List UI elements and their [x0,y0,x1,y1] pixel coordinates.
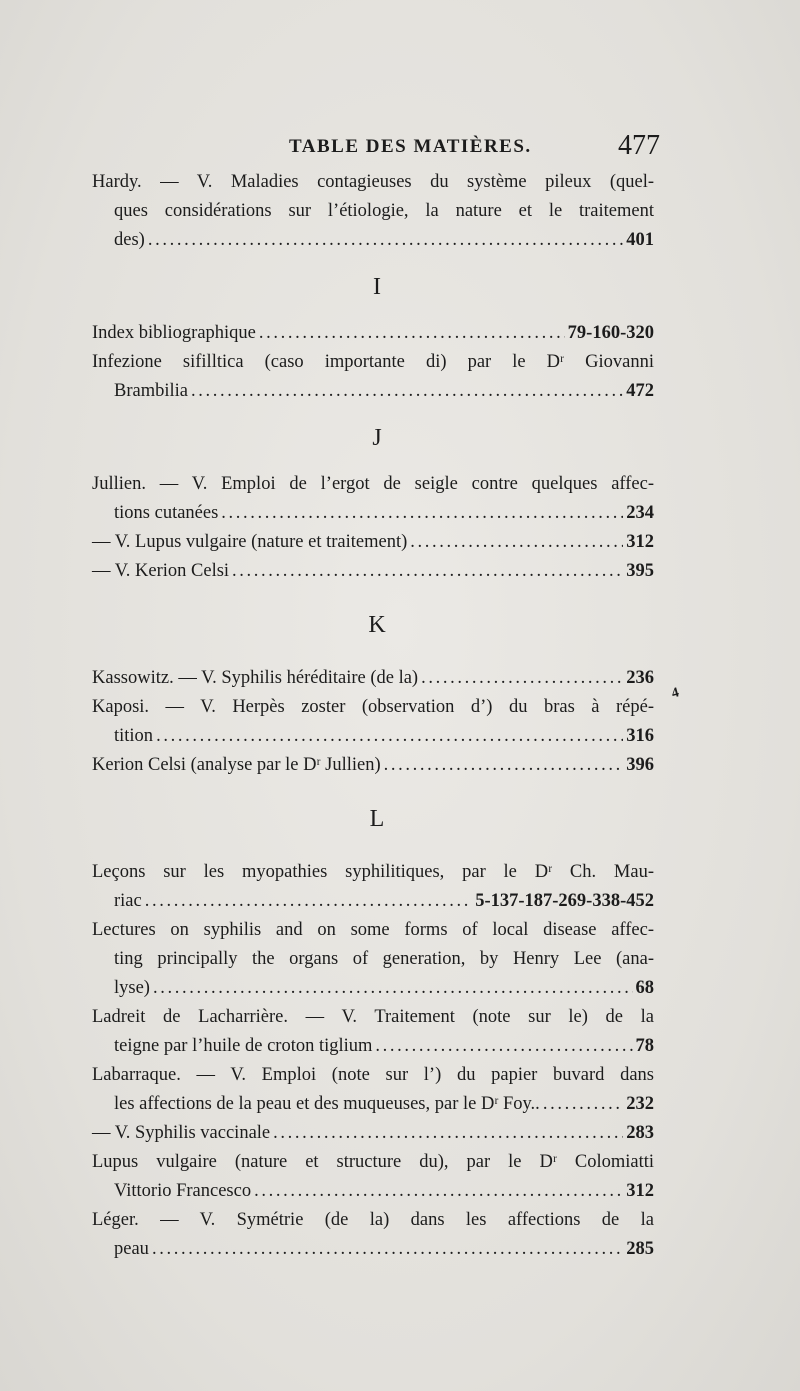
entry-line [92,528,654,557]
entry-text: Leçons sur les myopathies syphilitiques, par le Dʳ Ch. Mau- [92,862,654,882]
entry-line [92,226,654,255]
toc-entry-lupus [92,1148,654,1206]
entry-line [92,916,654,945]
dot-leader [259,319,565,348]
entry-text: des) [114,230,145,250]
entry-line [92,348,654,377]
entry-line [92,1003,654,1032]
entry-text: Hardy. — V. Maladies contagieuses du système pileux (quel- [92,172,654,192]
toc-entry-index [92,319,654,348]
dot-leader [152,1235,623,1264]
entry-line [92,168,654,197]
entry-text: — V. Syphilis vaccinale [92,1123,271,1143]
entry-text: Kerion Celsi (analyse par le Dʳ Jullien) [92,755,381,775]
entry-text: Brambilia [114,381,188,401]
dot-leader [232,557,623,586]
entry-line [92,722,654,751]
toc-entry-kaposi [92,693,654,751]
entry-text: — V. Kerion Celsi [92,561,230,581]
entry-page-ref: 312 [626,532,654,552]
toc-entry-lecons [92,858,654,916]
entry-page-ref: 234 [626,503,654,523]
section-letter-j: J [372,425,382,451]
section-letter-i: I [373,274,381,300]
toc-entry-labarraque [92,1061,654,1119]
toc-entry-infezione [92,348,654,406]
entry-text: teigne par l’huile de croton tiglium [114,1036,373,1056]
toc-entry-lectures [92,916,654,1003]
entry-text: peau [114,1239,149,1259]
entry-page-ref: 232 [626,1094,654,1114]
entry-line [92,1119,654,1148]
entry-line [92,887,654,916]
toc-entry-labarraque-vaccinale [92,1119,654,1148]
toc-entry-jullien [92,470,654,528]
dot-leader [148,226,623,255]
dot-leader [421,664,623,693]
entry-line [92,1090,654,1119]
entry-line [92,377,654,406]
entry-text: Infezione sifilltica (caso importante di) par le Dʳ Giovanni [92,352,654,372]
entry-page-ref: 79-160-320 [567,323,654,343]
toc-entry-jullien-lupus [92,528,654,557]
entry-line [92,1061,654,1090]
entry-page-ref: 312 [626,1181,654,1201]
entry-text: Lectures on syphilis and on some forms of local disease affec- [92,920,654,940]
entry-text: tions cutanées [114,503,219,523]
toc-entry-ladreit [92,1003,654,1061]
dot-leader [145,887,472,916]
entry-page-ref: 316 [626,726,654,746]
entry-line [92,1032,654,1061]
toc-entry-jullien-kerion [92,557,654,586]
entry-line [92,1148,654,1177]
entry-text: Lupus vulgaire (nature et structure du), par le Dʳ Colomiatti [92,1152,654,1172]
entry-text: tition [114,726,154,746]
dot-leader [156,722,623,751]
entry-line [92,319,654,348]
dot-leader [375,1032,632,1061]
entry-line [92,974,654,1003]
dot-leader [384,751,624,780]
entry-page-ref: 401 [626,230,654,250]
toc-entry-hardy [92,168,654,255]
table-of-contents [92,168,654,1264]
entry-page-ref: 68 [635,978,654,998]
entry-text: les affections de la peau et des muqueuses, par le Dʳ Foy.. [114,1094,540,1114]
section-letter-k: K [368,612,386,638]
entry-text: riac [114,891,142,911]
entry-page-ref: 395 [626,561,654,581]
entry-page-ref: 236 [626,668,654,688]
entry-page-ref: 285 [626,1239,654,1259]
entry-text: Ladreit de Lacharrière. — V. Traitement (note sur le) de la [92,1007,654,1027]
entry-text: ques considérations sur l’étiologie, la nature et le traitement [114,201,654,221]
entry-page-ref: 396 [626,755,654,775]
dot-leader [153,974,633,1003]
page-header [0,130,800,166]
page-number: 477 [618,130,660,161]
entry-page-ref: 472 [626,381,654,401]
entry-text: Index bibliographique [92,323,256,343]
margin-mark: 4 [670,685,681,702]
entry-line [92,945,654,974]
entry-text: lyse) [114,978,150,998]
entry-line [92,557,654,586]
entry-text: Léger. — V. Symétrie (de la) dans les affections de la [92,1210,654,1230]
dot-leader [254,1177,623,1206]
entry-page-ref: 5-137-187-269-338-452 [475,891,654,911]
dot-leader [191,377,623,406]
entry-line [92,470,654,499]
entry-text: Kassowitz. — V. Syphilis héréditaire (de la) [92,668,419,688]
dot-leader [410,528,623,557]
entry-line [92,1206,654,1235]
running-title: TABLE DES MATIÈRES. [289,136,532,157]
entry-page-ref: 78 [635,1036,654,1056]
entry-text: ting principally the organs of generation, by Henry Lee (ana- [114,949,654,969]
entry-line [92,1235,654,1264]
toc-entry-leger [92,1206,654,1264]
entry-page-ref: 283 [626,1123,654,1143]
entry-line [92,664,654,693]
dot-leader [273,1119,623,1148]
dot-leader [543,1090,623,1119]
entry-line [92,693,654,722]
entry-line [92,499,654,528]
toc-entry-kerion [92,751,654,780]
entry-line [92,1177,654,1206]
entry-line [92,751,654,780]
entry-text: Jullien. — V. Emploi de l’ergot de seigle contre quelques affec- [92,474,654,494]
section-letter-l: L [369,806,385,832]
entry-line [92,197,654,226]
entry-line [92,858,654,887]
dot-leader [221,499,623,528]
entry-text: — V. Lupus vulgaire (nature et traitement) [92,532,408,552]
entry-text: Vittorio Francesco [114,1181,252,1201]
toc-entry-kassowitz [92,664,654,693]
entry-text: Labarraque. — V. Emploi (note sur l’) du papier buvard dans [92,1065,654,1085]
entry-text: Kaposi. — V. Herpès zoster (observation d’) du bras à répé- [92,697,654,717]
